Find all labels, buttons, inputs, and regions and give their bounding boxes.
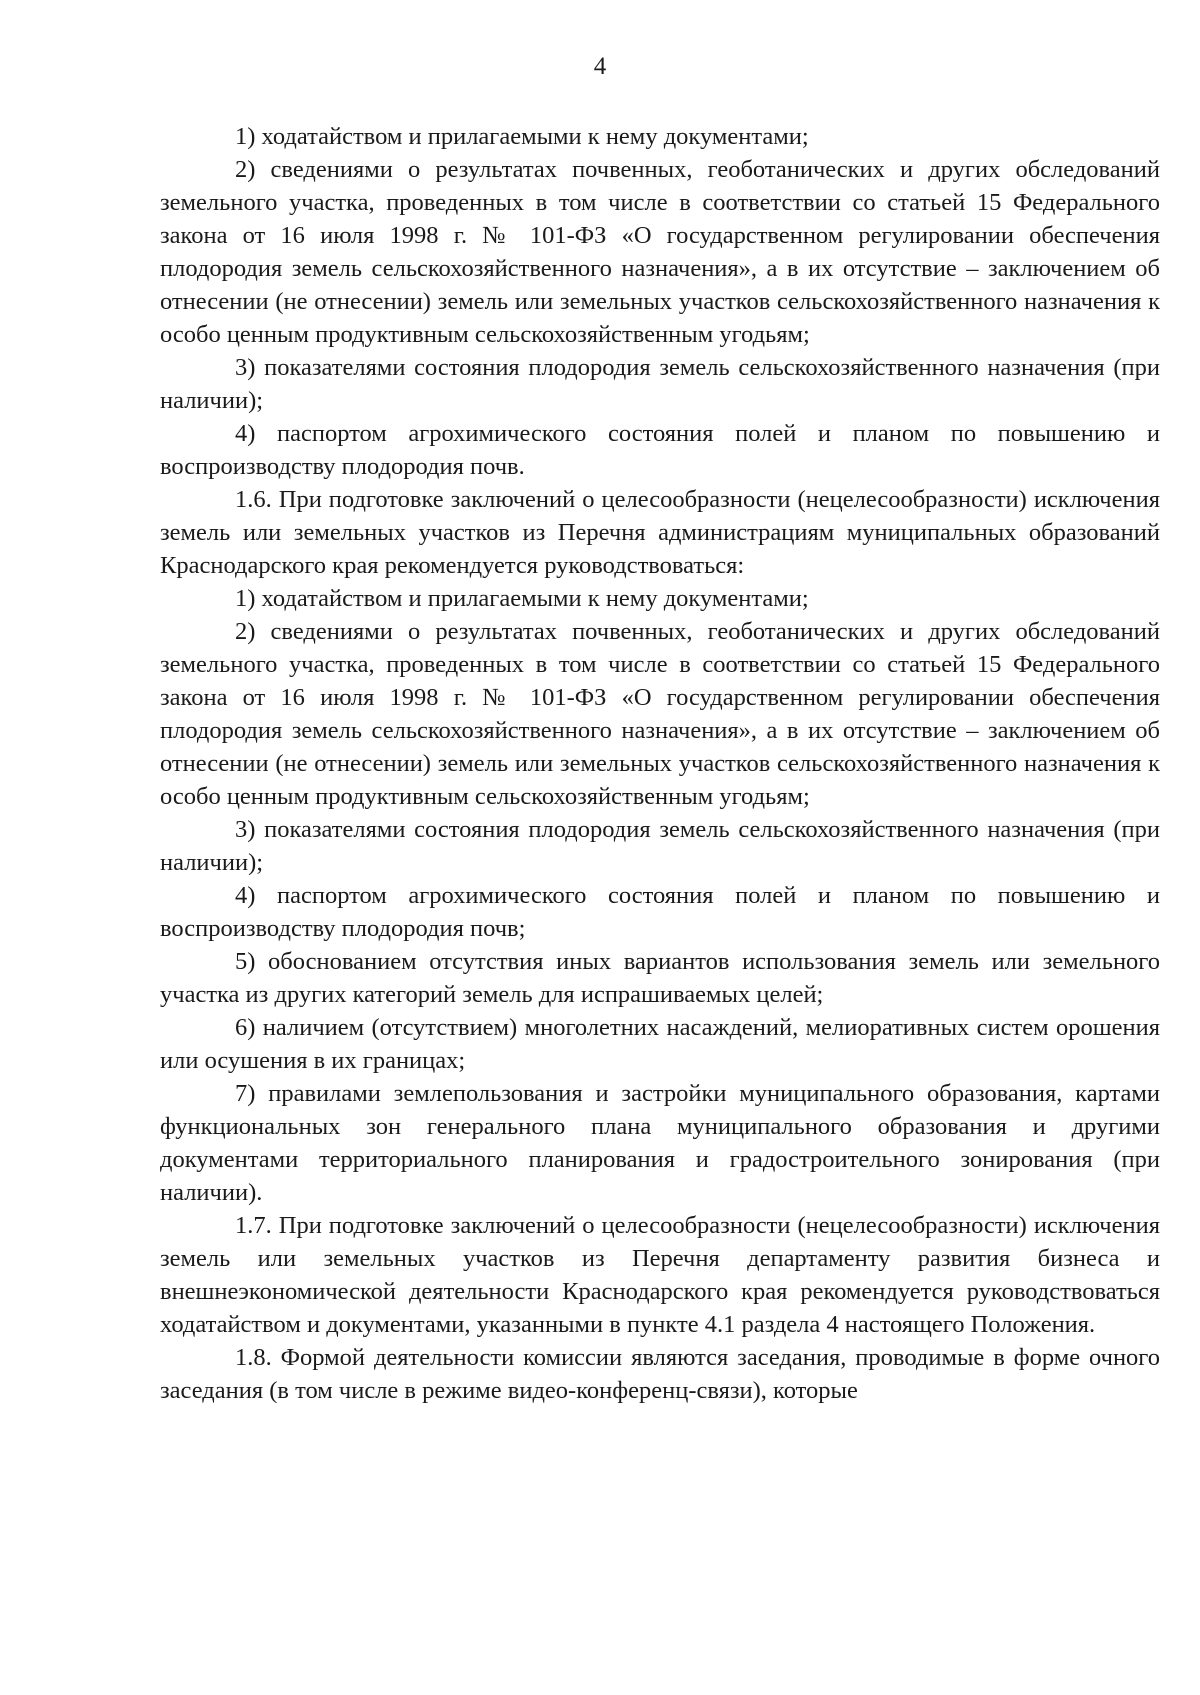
paragraph: 1) ходатайством и прилагаемыми к нему документами;: [235, 585, 809, 612]
paragraph: 5) обоснованием отсутствия иных вариантов использования земель или земельного участка из других категорий земель для испрашиваемых целей;: [160, 948, 1160, 1008]
page-number: 4: [593, 53, 607, 80]
paragraph: 2) сведениями о результатах почвенных, геоботанических и других обследований земельного участка, проведенных в том числе в соответствии со статьей 15 Федерального закона от 16 июля 1998 г. № 101-ФЗ «О государственном регулировании обеспечения плодородия земель сельскохозяйственного назначения», а в их отсутствие – заключением об отнесении (не отнесении) земель или земельных участков сельскохозяйственного назначения к особо ценным продуктивным сельскохозяйственным угодьям;: [160, 618, 1160, 810]
paragraph: 6) наличием (отсутствием) многолетних насаждений, мелиоративных систем орошения или осушения в их границах;: [160, 1014, 1160, 1074]
paragraph: 3) показателями состояния плодородия земель сельскохозяйственного назначения (при наличии);: [160, 354, 1160, 414]
paragraph: 7) правилами землепользования и застройки муниципального образования, картами функциональных зон генерального плана муниципального образования и другими документами территориального планирования и градостроительного зонирования (при наличии).: [160, 1080, 1160, 1206]
document-body: [160, 120, 1160, 1407]
paragraph: 4) паспортом агрохимического состояния полей и планом по повышению и воспроизводству плодородия почв.: [160, 420, 1160, 480]
paragraph: 4) паспортом агрохимического состояния полей и планом по повышению и воспроизводству плодородия почв;: [160, 882, 1160, 942]
paragraph: 3) показателями состояния плодородия земель сельскохозяйственного назначения (при наличии);: [160, 816, 1160, 876]
paragraph: 1.7. При подготовке заключений о целесообразности (нецелесообразности) исключения земель или земельных участков из Перечня департаменту развития бизнеса и внешнеэкономической деятельности Краснодарского края рекомендуется руководствоваться ходатайством и документами, указанными в пункте 4.1 раздела 4 настоящего Положения.: [160, 1212, 1160, 1338]
paragraph: 1.8. Формой деятельности комиссии являются заседания, проводимые в форме очного заседания (в том числе в режиме видео-конференц-связи), которые: [160, 1344, 1160, 1404]
paragraph: 1.6. При подготовке заключений о целесообразности (нецелесообразности) исключения земель или земельных участков из Перечня администрациям муниципальных образований Краснодарского края рекомендуется руководствоваться:: [160, 486, 1160, 579]
paragraph: 2) сведениями о результатах почвенных, геоботанических и других обследований земельного участка, проведенных в том числе в соответствии со статьей 15 Федерального закона от 16 июля 1998 г. № 101-ФЗ «О государственном регулировании обеспечения плодородия земель сельскохозяйственного назначения», а в их отсутствие – заключением об отнесении (не отнесении) земель или земельных участков сельскохозяйственного назначения к особо ценным продуктивным сельскохозяйственным угодьям;: [160, 156, 1160, 348]
paragraph: 1) ходатайством и прилагаемыми к нему документами;: [235, 123, 809, 150]
